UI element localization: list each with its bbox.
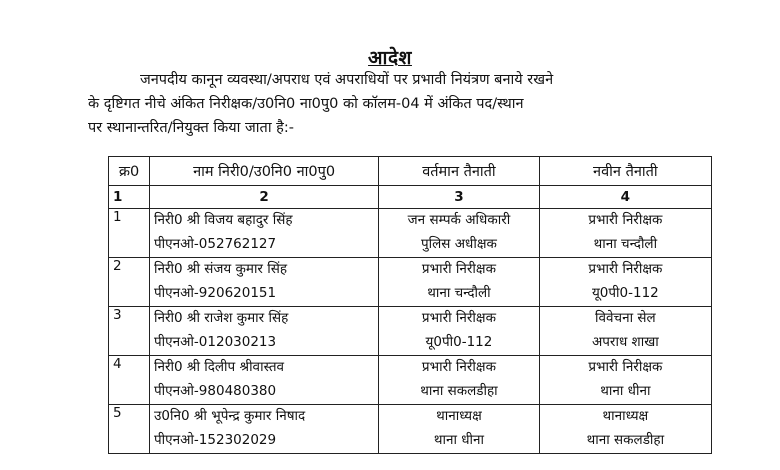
new-posting-line: विवेचना सेल <box>595 310 656 326</box>
officer-name: निरी0 श्री विजय बहादुर सिंह <box>154 212 293 228</box>
current-posting-line: थानाध्यक्ष <box>436 408 482 424</box>
officer-cell <box>150 307 379 356</box>
table-row <box>109 258 712 307</box>
current-posting-cell <box>379 258 540 307</box>
serial-cell: 4 <box>109 356 150 405</box>
transfer-table <box>108 156 712 454</box>
current-posting-line: थाना धीना <box>433 432 485 448</box>
officer-pno: पीएनओ-012030213 <box>154 334 277 350</box>
new-posting-line: थानाध्यक्ष <box>602 408 649 424</box>
current-posting-cell <box>379 307 540 356</box>
new-posting-line: प्रभारी निरीक्षक <box>588 212 663 228</box>
header-name: नाम निरी0/उ0नि0 ना0पु0 <box>150 157 379 186</box>
new-posting-cell <box>539 209 711 258</box>
intro-line: जनपदीय कानून व्यवस्था/अपराध एवं अपराधियों पर प्रभावी नियंत्रण बनाये रखने <box>140 72 554 88</box>
current-posting-line: थाना सकलडीहा <box>420 383 498 399</box>
officer-cell <box>150 258 379 307</box>
new-posting-line: प्रभारी निरीक्षक <box>588 359 663 375</box>
column-number: 2 <box>150 186 379 209</box>
new-posting-cell <box>539 258 711 307</box>
officer-cell <box>150 405 379 454</box>
current-posting-line: जन सम्पर्क अधिकारी <box>407 212 511 228</box>
officer-pno: पीएनओ-920620151 <box>154 285 277 301</box>
table-row <box>109 209 712 258</box>
serial-cell: 1 <box>109 209 150 258</box>
intro-paragraph <box>88 68 718 140</box>
officer-cell <box>150 209 379 258</box>
table-row <box>109 307 712 356</box>
current-posting-line: यू0पी0-112 <box>425 334 493 350</box>
column-number: 4 <box>539 186 711 209</box>
new-posting-line: यू0पी0-112 <box>591 285 659 301</box>
table-row <box>109 405 712 454</box>
column-number-row <box>109 186 712 209</box>
current-posting-line: प्रभारी निरीक्षक <box>421 261 496 277</box>
new-posting-line: प्रभारी निरीक्षक <box>588 261 663 277</box>
serial-cell: 3 <box>109 307 150 356</box>
new-posting-line: थाना सकलडीहा <box>586 432 665 448</box>
current-posting-line: प्रभारी निरीक्षक <box>421 310 496 326</box>
header-current-posting: वर्तमान तैनाती <box>379 157 540 186</box>
new-posting-line: अपराध शाखा <box>591 334 659 350</box>
new-posting-line: थाना धीना <box>600 383 651 399</box>
officer-cell <box>150 356 379 405</box>
officer-name: निरी0 श्री संजय कुमार सिंह <box>154 261 288 277</box>
officer-pno: पीएनओ-052762127 <box>154 236 277 252</box>
current-posting-cell <box>379 356 540 405</box>
officer-pno: पीएनओ-980480380 <box>154 383 277 399</box>
current-posting-cell <box>379 209 540 258</box>
officer-pno: पीएनओ-152302029 <box>154 432 277 448</box>
new-posting-cell <box>539 356 711 405</box>
new-posting-line: थाना चन्दौली <box>593 236 658 252</box>
serial-cell: 2 <box>109 258 150 307</box>
header-new-posting: नवीन तैनाती <box>539 157 711 186</box>
document-title: आदेश <box>368 47 412 69</box>
intro-line: के दृष्टिगत नीचे अंकित निरीक्षक/उ0नि0 ना0पु0 को कॉलम-04 में अंकित पद/स्थान <box>88 96 524 112</box>
table-row <box>109 356 712 405</box>
new-posting-cell <box>539 405 711 454</box>
current-posting-cell <box>379 405 540 454</box>
new-posting-cell <box>539 307 711 356</box>
officer-name: उ0नि0 श्री भूपेन्द्र कुमार निषाद <box>154 408 306 424</box>
intro-line: पर स्थानान्तरित/नियुक्त किया जाता है:- <box>88 120 295 136</box>
column-number: 3 <box>379 186 540 209</box>
header-serial: क्र0 <box>109 157 150 186</box>
current-posting-line: थाना चन्दौली <box>427 285 491 301</box>
officer-name: निरी0 श्री राजेश कुमार सिंह <box>154 310 289 326</box>
current-posting-line: प्रभारी निरीक्षक <box>421 359 496 375</box>
serial-cell: 5 <box>109 405 150 454</box>
current-posting-line: पुलिस अधीक्षक <box>420 236 497 252</box>
table-header-row <box>109 157 712 186</box>
column-number: 1 <box>109 186 150 209</box>
officer-name: निरी0 श्री दिलीप श्रीवास्तव <box>154 359 285 375</box>
